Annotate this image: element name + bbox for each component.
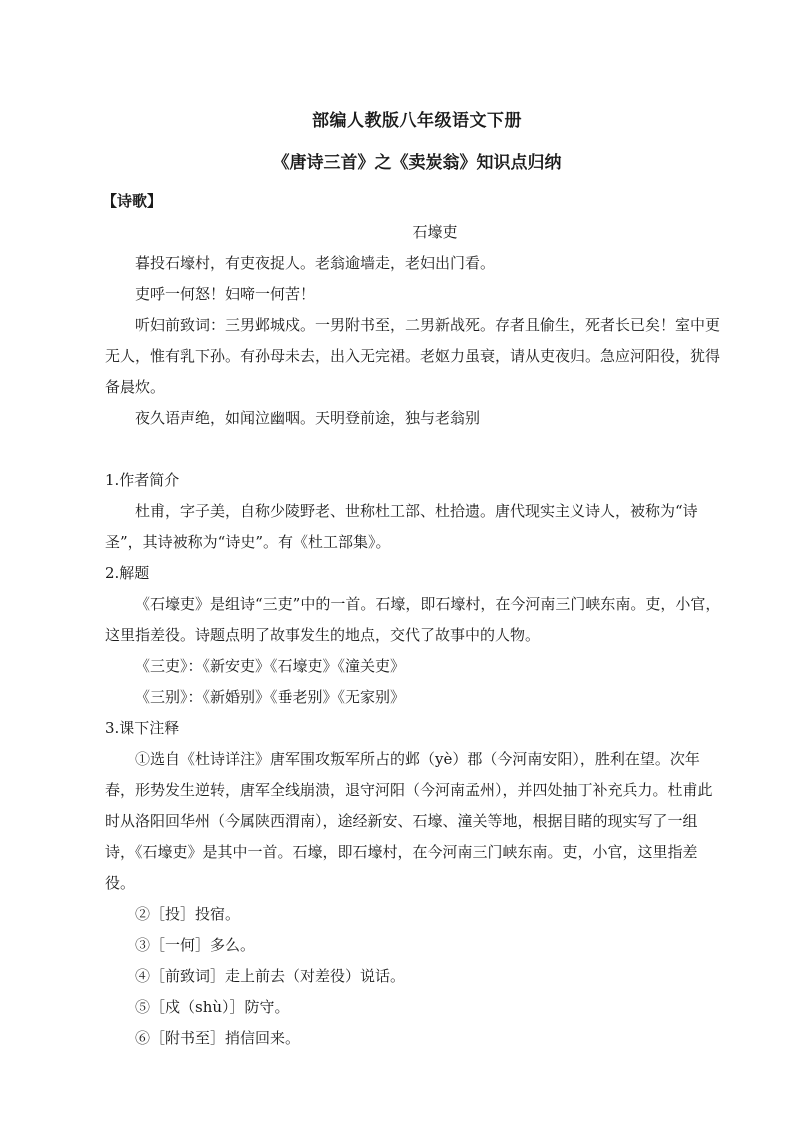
explain-heading: 2.解题 — [105, 564, 150, 582]
document-title: 部编人教版八年级语文下册 — [312, 111, 522, 131]
note-item: ④［前致词］走上前去（对差役）说话。 — [135, 967, 406, 985]
section-label: 【诗歌】 — [102, 192, 163, 210]
document-subtitle: 《唐诗三首》之《卖炭翁》知识点归纳 — [272, 153, 562, 173]
poem-line: 夜久语声绝，如闻泣幽咽。天明登前途，独与老翁别 — [135, 409, 481, 427]
sanbie-list: 《三别》：《新婚别》《垂老别》《无家别》 — [135, 688, 406, 706]
poem-line: 暮投石壕村，有吏夜捉人。老翁逾墙走，老妇出门看。 — [135, 254, 496, 272]
poem-title: 石壕吏 — [412, 223, 458, 241]
author-heading: 1.作者简介 — [105, 471, 180, 489]
note-item: ③［一何］多么。 — [135, 936, 256, 954]
author-text: 杜甫，字子美，自称少陵野老、世称杜工部、杜拾遗。唐代现实主义诗人，被称为“诗圣”，其诗被称为“诗史”。有《杜工部集》。 — [105, 502, 698, 551]
note-item: ⑥［附书至］捎信回来。 — [135, 1029, 301, 1047]
spacer — [105, 434, 725, 465]
note-item: ②［投］投宿。 — [135, 905, 241, 923]
explain-text: 《石壕吏》是组诗“三吏”中的一首。石壕，即石壕村，在今河南三门峡东南。吏，小官，这里指差役。诗题点明了故事发生的地点，交代了故事中的人物。 — [105, 595, 721, 644]
poem-line: 吏呼一何怒！妇啼一何苦！ — [135, 285, 316, 303]
note-item: ⑤［戍（shù）］防守。 — [135, 998, 290, 1016]
notes-heading: 3.课下注释 — [105, 719, 180, 737]
document-body — [102, 186, 725, 1054]
sanli-list: 《三吏》：《新安吏》《石壕吏》《潼关吏》 — [135, 657, 406, 675]
poem-line: 听妇前致词：三男邺城戍。一男附书至，二男新战死。存者且偷生，死者长已矣！室中更无人，惟有乳下孙。有孙母未去，出入无完裙。老妪力虽衰，请从吏夜归。急应河阳役，犹得备晨炊。 — [105, 316, 721, 396]
note-item: ①选自《杜诗详注》唐军围攻叛军所占的邺（yè）郡（今河南安阳），胜利在望。次年春，形势发生逆转，唐军全线崩溃，退守河阳（今河南孟州），并四处抽丁补充兵力。杜甫此时从洛阳回华州（今属陕西渭南），途经新安、石壕、潼关等地，根据目睹的现实写了一组诗，《石壕吏》是其中一首。石壕，即石壕村，在今河南三门峡东南。吏，小官，这里指差役。 — [105, 750, 713, 892]
